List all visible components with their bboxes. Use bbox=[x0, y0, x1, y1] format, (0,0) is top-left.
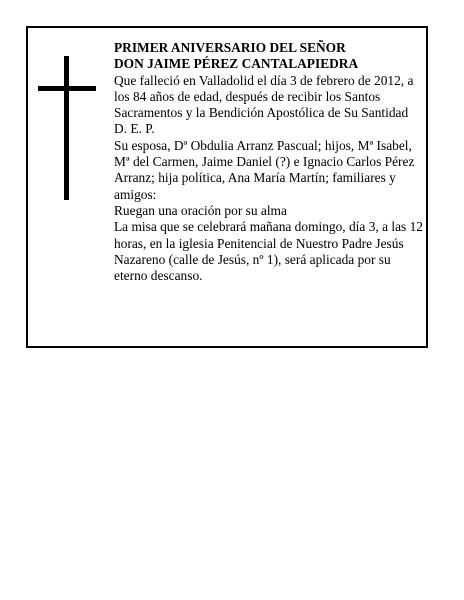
cross-vertical-bar bbox=[64, 56, 69, 200]
notice-title-line-1: PRIMER ANIVERSARIO DEL SEÑOR bbox=[114, 40, 346, 55]
notice-title-line-2: DON JAIME PÉREZ CANTALAPIEDRA bbox=[114, 56, 359, 72]
cross-horizontal-bar bbox=[38, 86, 96, 91]
obituary-notice-frame bbox=[26, 26, 428, 348]
prayer-request: Ruegan una oración por su alma bbox=[114, 202, 287, 218]
cross-icon bbox=[38, 56, 98, 200]
notice-text bbox=[114, 40, 424, 284]
death-notice-paragraph: Que falleció en Valladolid el día 3 de febrero de 2012, a los 84 años de edad, después de recibir los Santos Sacramentos y la Bendición Apostólica de Su Santidad D. E. P. bbox=[114, 72, 414, 137]
family-paragraph: Su esposa, Dª Obdulia Arranz Pascual; hijos, Mª Isabel, Mª del Carmen, Jaime Daniel (?) e Ignacio Carlos Pérez Arranz; hija política, Ana María Martín; familiares y amigos: bbox=[114, 137, 415, 202]
mass-paragraph: La misa que se celebrará mañana domingo, día 3, a las 12 horas, en la iglesia Penitencial de Nuestro Padre Jesús Nazareno (calle de Jesús, nº 1), será aplicada por su eterno descanso. bbox=[114, 219, 423, 284]
